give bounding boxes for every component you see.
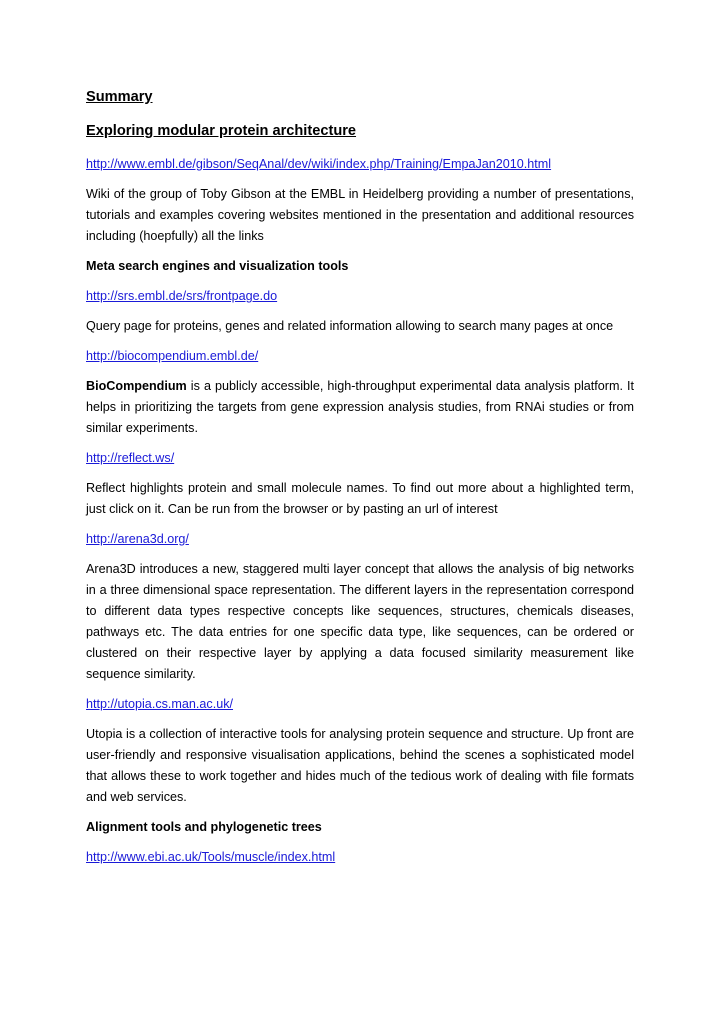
summary-heading: Summary (86, 89, 153, 105)
muscle-link[interactable]: http://www.ebi.ac.uk/Tools/muscle/index.html (86, 850, 336, 864)
reflect-link[interactable]: http://reflect.ws/ (86, 451, 175, 465)
biocompendium-description (86, 376, 634, 439)
meta-section-title: Meta search engines and visualization tools (86, 259, 349, 273)
intro-paragraph: Wiki of the group of Toby Gibson at the EMBL in Heidelberg providing a number of presentations, tutorials and examples covering websites mentioned in the presentation and additional resources including (hoepfully) all the links (86, 187, 634, 243)
page-title: Exploring modular protein architecture (86, 123, 357, 139)
intro-link[interactable]: http://www.embl.de/gibson/SeqAnal/dev/wiki/index.php/Training/EmpaJan2010.html (86, 157, 552, 171)
srs-description: Query page for proteins, genes and related information allowing to search many pages at once (86, 319, 614, 333)
biocompendium-text: is a publicly accessible, high-throughput experimental data analysis platform. It helps in prioritizing the targets from gene expression analysis studies, from RNAi studies or from similar experiments. (86, 379, 634, 435)
reflect-description: Reflect highlights protein and small molecule names. To find out more about a highlighted term, just click on it. Can be run from the browser or by pasting an url of interest (86, 481, 634, 516)
biocompendium-name: BioCompendium (86, 379, 187, 393)
arena3d-link[interactable]: http://arena3d.org/ (86, 532, 189, 546)
biocompendium-link[interactable]: http://biocompendium.embl.de/ (86, 349, 259, 363)
utopia-description: Utopia is a collection of interactive tools for analysing protein sequence and structure. Up front are user-friendly and responsive visualisation applications, behind the scenes a sophisticated model that allows these to work together and hides much of the tedious work of dealing with file formats and web services. (86, 727, 634, 804)
alignment-section-title: Alignment tools and phylogenetic trees (86, 820, 322, 834)
srs-link[interactable]: http://srs.embl.de/srs/frontpage.do (86, 289, 278, 303)
document-page (86, 86, 634, 877)
utopia-link[interactable]: http://utopia.cs.man.ac.uk/ (86, 697, 234, 711)
arena3d-description: Arena3D introduces a new, staggered multi layer concept that allows the analysis of big networks in a three dimensional space representation. The different layers in the representation correspond to different data types respective concepts like sequences, structures, chemicals diseases, pathways etc. The data entries for one specific data type, like sequences, can be ordered or clustered on their respective layer by applying a data focused similarity measurement like sequence similarity. (86, 562, 634, 681)
